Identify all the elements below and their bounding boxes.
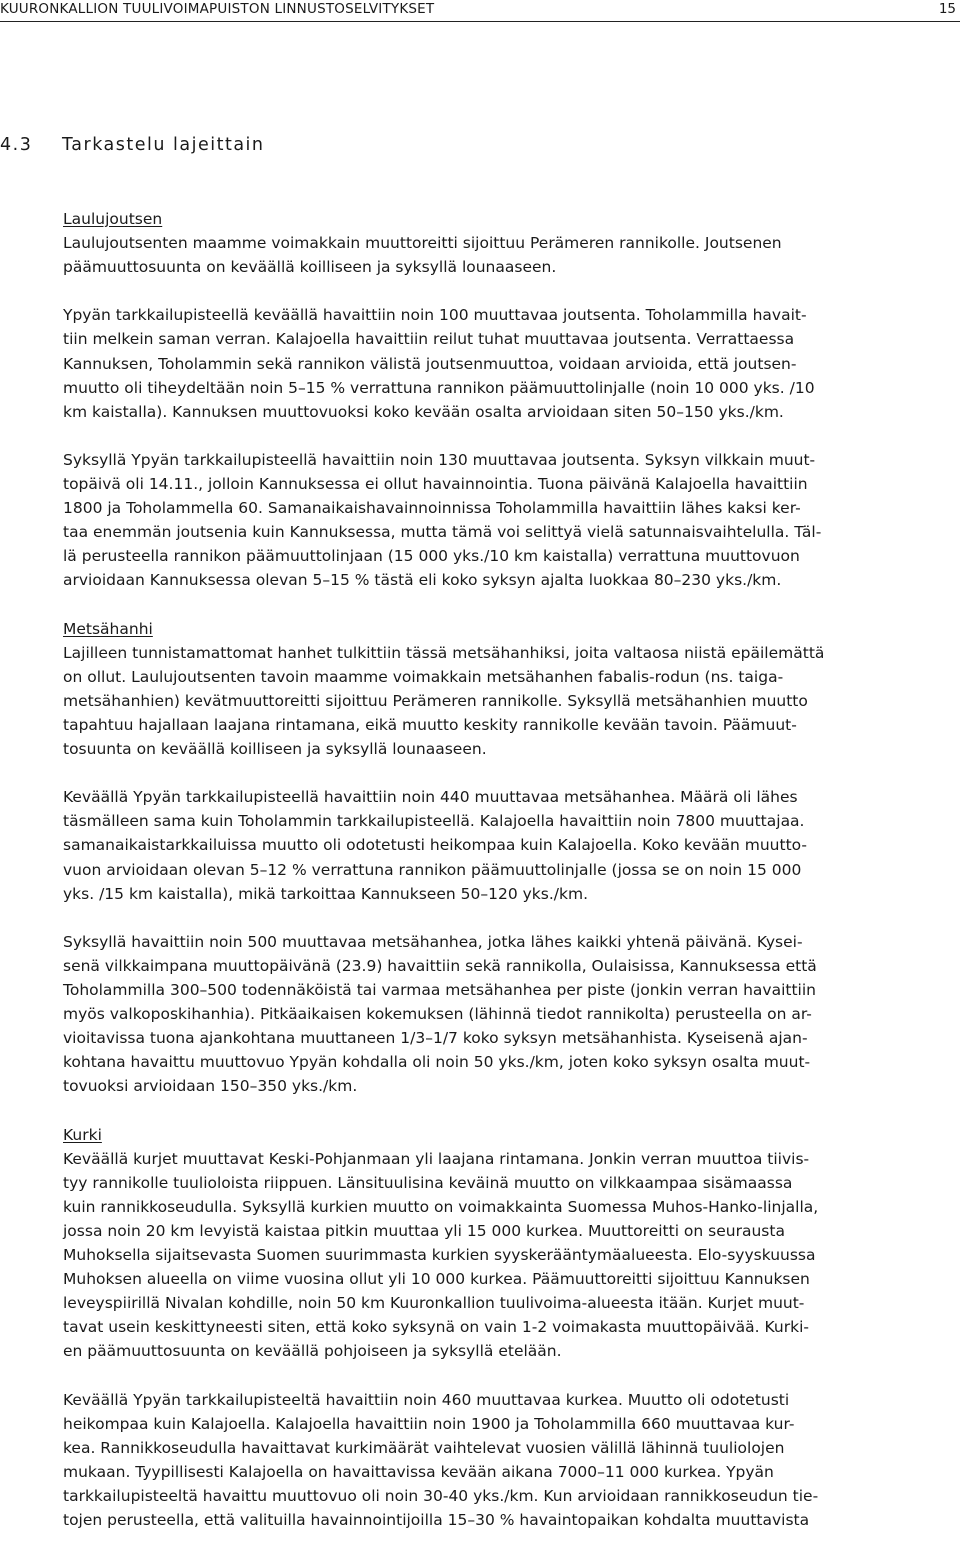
paragraph (63, 448, 955, 593)
paragraph (63, 617, 955, 762)
text-line: tosuunta on keväällä koilliseen ja syksyllä lounaaseen. (63, 740, 487, 759)
text-line: lä perusteella rannikon päämuuttolinjaan (15 000 yks./10 km kaistalla) verrattuna muuttovuon (63, 547, 800, 566)
text-line: kuin rannikkoseudulla. Syksyllä kurkien muutto on voimakkainta Suomessa Muhos-Hanko-linjalla, (63, 1197, 819, 1216)
text-line: Syksyllä Ypyän tarkkailupisteellä havaittiin noin 130 muuttavaa joutsenta. Syksyn vilkkain muut- (63, 450, 816, 469)
paragraph (63, 207, 955, 279)
section-heading (0, 135, 265, 155)
text-line: 1800 ja Toholammella 60. Samanaikaishavainnoinnissa Toholammilla havaittiin lähes kaksi ker- (63, 499, 801, 518)
section-title: Tarkastelu lajeittain (62, 135, 265, 155)
paragraph (63, 1123, 955, 1364)
text-line: topäivä oli 14.11., jolloin Kannuksessa ei ollut havainnointia. Tuona päivänä Kalajoella havaittiin (63, 475, 808, 494)
text-line: Keväällä Ypyän tarkkailupisteeltä havaittiin noin 460 muuttavaa kurkea. Muutto oli odotetusti (63, 1390, 790, 1409)
species-subheading: Kurki (63, 1125, 102, 1144)
text-line: Kannuksen, Toholammin sekä rannikon välistä joutsenmuuttoa, voidaan arvioida, että joutsen- (63, 354, 797, 373)
text-line: Keväällä kurjet muuttavat Keski-Pohjanmaan yli laajana rintamana. Jonkin verran muuttoa tiivis- (63, 1149, 810, 1168)
text-line: vioitavissa tuona ajankohtana muuttaneen 1/3–1/7 koko syksyn metsähanhista. Kyseisenä ajan- (63, 1029, 808, 1048)
text-line: tyy rannikolle tuulioloista riippuen. Länsituulisina keväinä muutto on vilkkaampaa sisämaassa (63, 1173, 793, 1192)
text-line: tarkkailupisteeltä havaittu muuttovuo oli noin 30-40 yks./km. Kun arvioidaan rannikkoseudun tie- (63, 1486, 819, 1505)
text-line: leveyspiirillä Nivalan kohdille, noin 50 km Kuuronkallion tuulivoima-alueesta itään. Kurjet muut- (63, 1294, 805, 1313)
paragraph (63, 303, 955, 423)
text-line: km kaistalla). Kannuksen muuttovuoksi koko kevään osalta arvioidaan siten 50–150 yks./km. (63, 402, 784, 421)
text-line: vuon arvioidaan olevan 5–12 % verrattuna rannikon päämuuttolinjalle (jossa se on noin 15 000 (63, 860, 802, 879)
text-line: Keväällä Ypyän tarkkailupisteellä havaittiin noin 440 muuttavaa metsähanhea. Määrä oli lähes (63, 788, 798, 807)
text-line: päämuuttosuunta on keväällä koilliseen ja syksyllä lounaaseen. (63, 258, 557, 277)
text-line: taa enemmän joutsenia kuin Kannuksessa, mutta tämä voi selittyä vielä satunnaisvaihtelulla. Täl- (63, 523, 822, 542)
text-line: kea. Rannikkoseudulla havaittavat kurkimäärät vaihtelevat vuosien välillä lähinnä tuuliolojen (63, 1438, 785, 1457)
text-line: tovuoksi arvioidaan 150–350 yks./km. (63, 1077, 358, 1096)
text-line: arvioidaan Kannuksessa olevan 5–15 % tästä eli koko syksyn ajalta luokkaa 80–230 yks./km. (63, 571, 782, 590)
report-title: KUURONKALLION TUULIVOIMAPUISTON LINNUSTOSELVITYKSET (0, 1, 435, 17)
text-line: Muhoksen alueella on viime vuosina ollut yli 10 000 kurkea. Päämuuttoreitti sijoittuu Kannuksen (63, 1270, 810, 1289)
species-subheading: Laulujoutsen (63, 210, 163, 228)
text-line: heikompaa kuin Kalajoella. Kalajoella havaittiin noin 1900 ja Toholammilla 660 muuttavaa kur- (63, 1414, 795, 1433)
text-line: Ypyän tarkkailupisteellä keväällä havaittiin noin 100 muuttavaa joutsenta. Toholammilla havait- (63, 306, 807, 325)
text-line: tavat usein keskittyneesti siten, että koko syksynä on vain 1-2 voimakasta muuttopäivää. Kurki- (63, 1318, 809, 1337)
page-header (0, 0, 960, 22)
text-line: täsmälleen sama kuin Toholammin tarkkailupisteellä. Kalajoella havaittiin noin 7800 muuttajaa. (63, 812, 805, 831)
text-line: myös valkoposkihanhia). Pitkäaikaisen kokemuksen (lähinnä tiedot rannikolta) perusteella on ar- (63, 1005, 812, 1024)
text-line: metsähanhien) kevätmuuttoreitti sijoittuu Perämeren rannikolle. Syksyllä metsähanhien muutto (63, 691, 808, 710)
text-line: tiin melkein saman verran. Kalajoella havaittiin reilut tuhat muuttavaa joutsenta. Verrattaessa (63, 330, 795, 349)
paragraph (63, 785, 955, 905)
species-subheading: Metsähanhi (63, 619, 153, 638)
text-line: on ollut. Laulujoutsenten tavoin maamme voimakkain metsähanhen fabalis-rodun (ns. taiga- (63, 667, 784, 686)
text-line: Lajilleen tunnistamattomat hanhet tulkittiin tässä metsähanhiksi, joita valtaosa niistä epäilemättä (63, 643, 825, 662)
text-line: Laulujoutsenten maamme voimakkain muuttoreitti sijoittuu Perämeren rannikolle. Joutsenen (63, 234, 782, 253)
document-body (63, 207, 955, 1556)
text-line: Syksyllä havaittiin noin 500 muuttavaa metsähanhea, jotka lähes kaikki yhtenä päivänä. Kysei- (63, 932, 803, 951)
text-line: samanaikaistarkkailuissa muutto oli odotetusti heikompaa kuin Kalajoella. Koko kevään muutto- (63, 836, 808, 855)
text-line: tojen perusteella, että valituilla havainnointijoilla 15–30 % havaintopaikan kohdalta muuttavista (63, 1511, 810, 1530)
text-line: mukaan. Tyypillisesti Kalajoella on havaittavissa kevään aikana 7000–11 000 kurkea. Ypyän (63, 1462, 774, 1481)
text-line: yks. /15 km kaistalla), mikä tarkoittaa Kannukseen 50–120 yks./km. (63, 884, 588, 903)
text-line: en päämuuttosuunta on keväällä pohjoiseen ja syksyllä etelään. (63, 1342, 562, 1361)
text-line: Muhoksella sijaitsevasta Suomen suurimmasta kurkien syyskerääntymäalueesta. Elo-syyskuussa (63, 1246, 816, 1265)
text-line: jossa noin 20 km levyistä kaistaa pitkin muuttaa yli 15 000 kurkea. Muuttoreitti on seurausta (63, 1221, 785, 1240)
text-line: kohtana havaittu muuttovuo Ypyän kohdalla oli noin 50 yks./km, joten koko syksyn osalta muut- (63, 1053, 811, 1072)
text-line: muutto oli tiheydeltään noin 5–15 % verrattuna rannikon päämuuttolinjalle (noin 10 000 yks. /10 (63, 378, 815, 397)
page-number: 15 (938, 1, 956, 17)
paragraph (63, 1388, 955, 1533)
text-line: tapahtuu hajallaan laajana rintamana, eikä muutto keskity rannikolle kevään tavoin. Päämuut- (63, 715, 797, 734)
section-number: 4.3 (0, 135, 33, 155)
text-line: senä vilkkaimpana muuttopäivänä (23.9) havaittiin sekä rannikolla, Oulaisissa, Kannuksessa että (63, 956, 817, 975)
paragraph (63, 930, 955, 1099)
text-line: Toholammilla 300–500 todennäköistä tai varmaa metsähanhea per piste (jonkin verran havaittiin (63, 981, 816, 999)
